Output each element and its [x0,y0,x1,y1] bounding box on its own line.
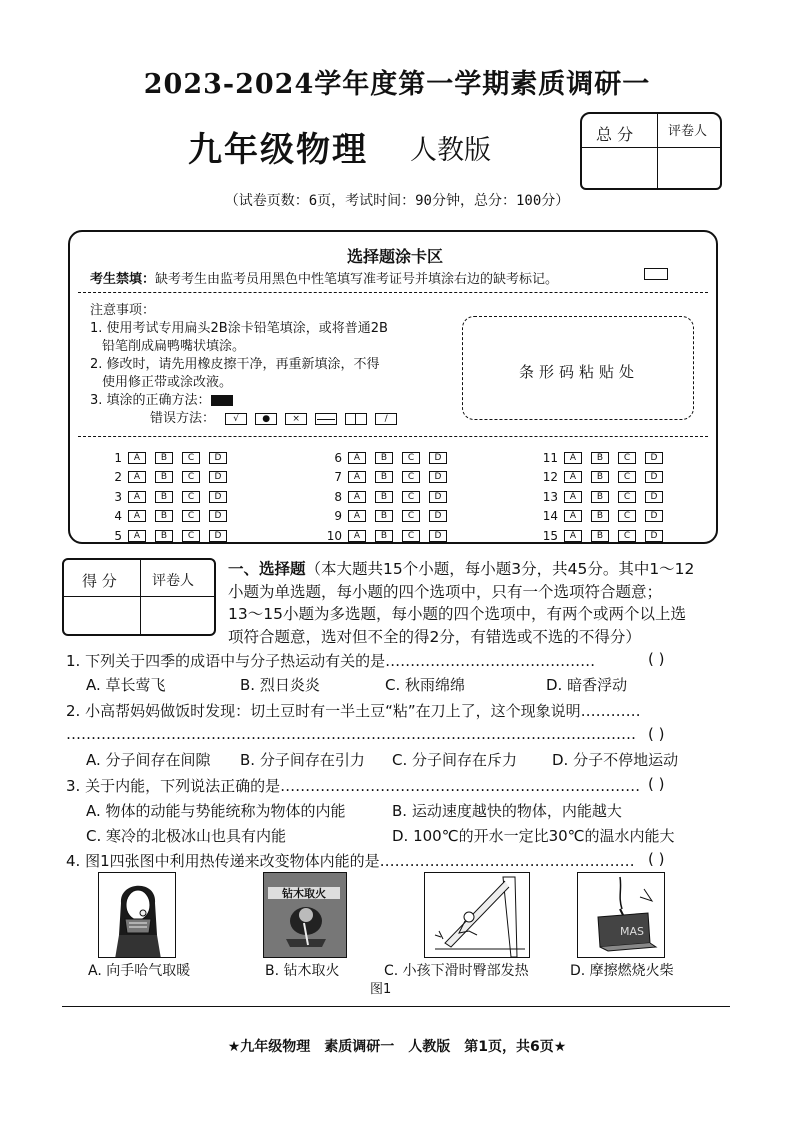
answer-bubble-c[interactable]: C [618,452,636,464]
question-3-option-a: A. 物体的动能与势能统称为物体的内能 [86,802,346,820]
question-4-option-a: A. 向手哈气取暖 [88,963,191,979]
answer-row [536,448,696,468]
answer-bubble-a[interactable]: A [348,530,366,542]
answer-row [100,468,260,488]
question-number: 8 [334,489,342,504]
answer-bubble-a[interactable]: A [348,471,366,483]
note-3: 3. 填涂的正确方法： [90,392,420,410]
exam-title: 2023-2024学年度第一学期素质调研一 [143,69,651,100]
answer-bubble-d[interactable]: D [429,491,447,503]
answer-bubble-b[interactable]: B [155,471,173,483]
question-2-option-a: A. 分子间存在间隙 [86,751,211,769]
answer-bubble-d[interactable]: D [209,510,227,522]
answer-bubble-b[interactable]: B [591,530,609,542]
question-4-option-b: B. 钻木取火 [265,963,340,979]
answer-bubble-a[interactable]: A [564,530,582,542]
note-1-cont: 铅笔削成扁鸭嘴状填涂。 [102,339,246,354]
answer-bubble-c[interactable]: C [182,452,200,464]
section-intro: 一、选择题（本大题共15个小题，每小题3分，共45分。其中1～12 小题为单选题，每小题的四个选项中，只有一个选项符合题意； 13～15小题为多选题，每小题的四个选项中，有两个或两个以上选 项符合题意，选对但不全的得2分，有错选或不选的不得分） [228,560,695,646]
question-number: 13 [542,489,558,504]
answer-bubble-a[interactable]: A [128,471,146,483]
answer-bubble-a[interactable]: A [564,471,582,483]
answer-bubble-c[interactable]: C [402,452,420,464]
question-number: 5 [114,528,122,543]
question-1-option-b: B. 烈日炎炎 [240,676,320,694]
question-number: 6 [334,450,342,465]
edition-label: 人教版 [410,135,491,166]
answer-bubble-a[interactable]: A [128,530,146,542]
question-number: 15 [542,528,558,543]
answer-bubble-a[interactable]: A [348,452,366,464]
question-2-stem: 2. 小高帮妈妈做饭时发现：切土豆时有一半土豆“粘”在刀上了，这个现象说明………… [66,702,641,720]
answer-bubble-b[interactable]: B [375,530,393,542]
answer-bubble-d[interactable]: D [209,452,227,464]
answer-bubble-c[interactable]: C [618,491,636,503]
answer-row [320,526,480,546]
page-bottom-rule [62,1006,730,1007]
answer-bubble-d[interactable]: D [429,530,447,542]
answer-bubble-b[interactable]: B [375,510,393,522]
page-footer: ★九年级物理 素质调研一 人教版 第1页，共6页★ [227,1039,567,1055]
answer-bubble-b[interactable]: B [155,491,173,503]
answer-bubble-c[interactable]: C [182,491,200,503]
answer-column-3 [536,448,696,546]
question-1-stem: 1. 下列关于四季的成语中与分子热运动有关的是…………………………………… [66,652,596,670]
answer-bubble-d[interactable]: D [645,452,663,464]
question-1-option-c: C. 秋雨绵绵 [385,676,466,694]
answer-bubble-c[interactable]: C [618,510,636,522]
barcode-area [462,316,694,420]
question-4-stem: 4. 图1四张图中利用热传递来改变物体内能的是…………………………………………… [66,852,635,870]
score-label: 得 分 [82,572,117,590]
wrong-slash-mark: / [375,413,397,425]
answer-bubble-b[interactable]: B [591,471,609,483]
question-number: 12 [542,470,558,485]
answer-bubble-a[interactable]: A [128,491,146,503]
answer-bubble-c[interactable]: C [402,510,420,522]
figure-label: 图1 [370,982,392,997]
question-number: 14 [542,509,558,524]
question-number: 9 [334,509,342,524]
reviewer-label: 评卷人 [668,124,708,139]
answer-bubble-d[interactable]: D [429,510,447,522]
answer-card-title: 选择题涂卡区 [346,247,443,266]
divider [78,292,708,293]
answer-row [536,507,696,527]
answer-bubble-c[interactable]: C [182,510,200,522]
answer-row [536,526,696,546]
absent-notice: 考生禁填：缺考考生由监考员用黑色中性笔填写准考证号并填涂右边的缺考标记。 [90,272,559,287]
question-3-stem: 3. 关于内能，下列说法正确的是……………………………………………………………… [66,777,641,795]
answer-bubble-d[interactable]: D [209,530,227,542]
answer-bubble-c[interactable]: C [182,530,200,542]
wrong-methods: 错误方法： √ ● × / [90,410,420,428]
image-breathing-on-hands [98,872,176,958]
wrong-dot-mark: ● [255,413,277,425]
question-number: 1 [114,450,122,465]
note-1: 1. 使用考试专用扁头2B涂卡铅笔填涂，或将普通2B [90,321,388,336]
answer-bubble-b[interactable]: B [155,530,173,542]
question-1-answer[interactable]: ( ) [648,650,665,668]
question-1-option-a: A. 草长莺飞 [86,676,166,694]
answer-bubble-a[interactable]: A [564,452,582,464]
answer-bubble-b[interactable]: B [155,510,173,522]
question-4-option-c: C. 小孩下滑时臀部发热 [384,963,529,979]
answer-row [320,468,480,488]
answer-bubble-c[interactable]: C [182,471,200,483]
answer-bubble-d[interactable]: D [645,491,663,503]
answer-bubble-a[interactable]: A [564,510,582,522]
question-3-option-d: D. 100℃的开水一定比30℃的温水内能大 [392,827,675,845]
wrong-half-mark [345,413,367,425]
reviewer-label: 评卷人 [152,573,194,589]
correct-fill-sample [211,395,233,406]
answer-bubble-c[interactable]: C [618,530,636,542]
answer-bubble-d[interactable]: D [209,471,227,483]
answer-bubble-b[interactable]: B [155,452,173,464]
question-3-option-b: B. 运动速度越快的物体，内能越大 [392,802,622,820]
section-grade-box [62,558,216,636]
question-4-option-d: D. 摩擦燃烧火柴 [570,963,674,979]
question-2-option-d: D. 分子不停地运动 [552,751,679,769]
answer-row [100,507,260,527]
answer-column-2 [320,448,480,546]
answer-bubble-a[interactable]: A [128,452,146,464]
answer-bubble-a[interactable]: A [348,510,366,522]
answer-bubble-d[interactable]: D [645,510,663,522]
question-number: 3 [114,489,122,504]
answer-bubble-a[interactable]: A [128,510,146,522]
svg-text:MAS: MAS [620,925,644,938]
answer-bubble-d[interactable]: D [645,530,663,542]
question-number: 4 [114,509,122,524]
question-2-option-b: B. 分子间存在引力 [240,751,365,769]
question-number: 2 [114,470,122,485]
instructions [90,302,420,428]
answer-row [100,526,260,546]
question-3-option-c: C. 寒冷的北极冰山也具有内能 [86,827,287,845]
question-2-cont: …………………………………………………………………………………………………… [66,725,636,743]
answer-bubble-c[interactable]: C [402,530,420,542]
answer-bubble-b[interactable]: B [591,452,609,464]
answer-row [536,487,696,507]
barcode-label: 条形码粘贴处 [518,363,639,381]
answer-row [320,507,480,527]
answer-bubble-c[interactable]: C [402,491,420,503]
answer-row [100,448,260,468]
answer-bubble-b[interactable]: B [591,491,609,503]
note-2-cont: 使用修正带或涂改液。 [102,375,233,390]
image-matchbox-friction [577,872,665,958]
wrong-line-mark [315,413,337,425]
wrong-check-mark: √ [225,413,247,425]
answer-bubble-c[interactable]: C [618,471,636,483]
total-score-box [580,112,722,190]
question-number: 10 [326,528,342,543]
answer-row [100,487,260,507]
note-2: 2. 修改时，请先用橡皮擦干净，再重新填涂，不得 [90,357,380,372]
question-1-option-d: D. 暗香浮动 [546,676,628,694]
answer-row [536,468,696,488]
answer-row [320,448,480,468]
image-drilling-wood-fire [263,872,347,958]
subject-title: 九年级物理 [188,130,368,170]
svg-text:钻木取火: 钻木取火 [282,887,326,900]
divider [78,436,708,437]
answer-bubble-b[interactable]: B [375,452,393,464]
question-2-answer[interactable]: ( ) [648,725,665,743]
answer-bubble-a[interactable]: A [348,491,366,503]
answer-bubble-d[interactable]: D [645,471,663,483]
answer-bubble-d[interactable]: D [429,452,447,464]
exam-meta: （试卷页数：6页，考试时间：90分钟，总分：100分） [224,193,570,209]
absent-mark-box[interactable] [644,268,668,280]
total-score-label: 总 分 [596,125,634,144]
answer-bubble-a[interactable]: A [564,491,582,503]
answer-row [320,487,480,507]
wrong-cross-mark: × [285,413,307,425]
answer-bubble-b[interactable]: B [591,510,609,522]
answer-bubble-b[interactable]: B [375,471,393,483]
question-number: 7 [334,470,342,485]
question-2-option-c: C. 分子间存在斥力 [392,751,518,769]
question-number: 11 [542,450,558,465]
answer-card [68,230,718,544]
answer-bubble-d[interactable]: D [209,491,227,503]
answer-column-1 [100,448,260,546]
answer-bubble-d[interactable]: D [429,471,447,483]
image-child-on-slide [424,872,530,958]
question-4-answer[interactable]: ( ) [648,850,665,868]
answer-bubble-c[interactable]: C [402,471,420,483]
question-3-answer[interactable]: ( ) [648,775,665,793]
answer-bubble-b[interactable]: B [375,491,393,503]
notes-title: 注意事项： [90,303,156,318]
